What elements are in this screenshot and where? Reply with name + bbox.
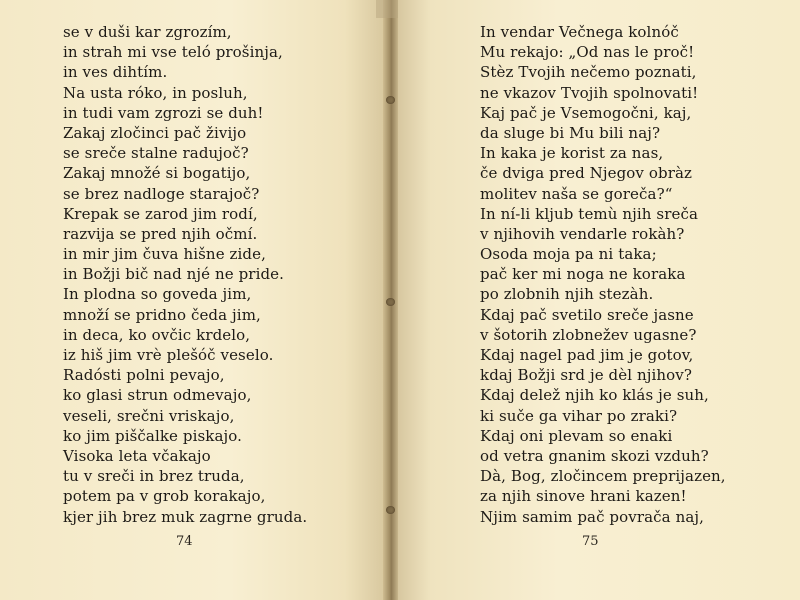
poem-line: Krepak se zarod jim rodí, — [63, 204, 258, 223]
poem-line: Osoda moja pa ni taka; — [480, 245, 657, 264]
poem-line: In kaka je korist za nas, — [480, 144, 664, 163]
left-page-number: 74 — [176, 534, 193, 549]
poem-line: iz hiš jim vrè plešóč veselo. — [63, 346, 274, 364]
poem-line: ko jim piščalke piskajo. — [63, 426, 243, 445]
poem-line: za njih sinove hrani kazen! — [480, 487, 687, 506]
left-poem-text — [63, 22, 307, 527]
poem-line: ki suče ga vihar po zraki? — [480, 406, 678, 425]
poem-line: In ní-li kljub temù njih sreča — [480, 204, 698, 223]
poem-line: in strah mi vse teló prošinja, — [63, 43, 283, 62]
poem-line: Radósti polni pevajo, — [63, 366, 225, 385]
poem-line: Zakaj množé si bogatijo, — [63, 164, 251, 183]
poem-line: ne vkazov Tvojih spolnovati! — [480, 83, 699, 102]
right-page — [398, 0, 800, 600]
right-poem-text — [480, 22, 726, 527]
poem-line: množí se pridno čeda jim, — [63, 305, 261, 324]
poem-line: in ves dihtím. — [63, 63, 168, 82]
poem-line: v šotorih zlobnežev ugasne? — [480, 325, 697, 344]
poem-line: In vendar Večnega kolnóč — [480, 23, 679, 41]
poem-line: veseli, srečni vriskajo, — [63, 406, 235, 425]
binding-stitch — [386, 506, 395, 514]
poem-line: v njihovih vendarle rokàh? — [480, 224, 685, 243]
poem-line: kdaj Božji srd je dèl njihov? — [480, 366, 693, 385]
poem-line: Kdaj oni plevam so enaki — [480, 426, 673, 445]
poem-line: in Božji bič nad njé ne pride. — [63, 265, 285, 284]
poem-line: se v duši kar zgrozím, — [63, 23, 232, 41]
poem-line: in mir jim čuva hišne zide, — [63, 245, 266, 264]
poem-line: in tudi vam zgrozi se duh! — [63, 103, 264, 122]
poem-line: se sreče stalne radujoč? — [63, 144, 249, 163]
poem-line: Stèz Tvojih nečemo poznati, — [480, 63, 697, 82]
poem-line: Kdaj nagel pad jim je gotov, — [480, 346, 694, 364]
poem-line: Njim samim pač povrača naj, — [480, 507, 704, 526]
poem-line: pač ker mi noga ne koraka — [480, 265, 686, 284]
poem-line: Visoka leta včakajo — [63, 446, 211, 465]
poem-line: razvija se pred njih očmí. — [63, 224, 258, 243]
left-page — [0, 0, 383, 600]
poem-line: potem pa v grob korakajo, — [63, 487, 266, 506]
poem-line: ko glasi strun odmevajo, — [63, 386, 252, 405]
poem-line: od vetra gnanim skozi vzduh? — [480, 446, 709, 465]
binding-stitch — [386, 96, 395, 104]
poem-line: da sluge bi Mu bili naj? — [480, 123, 661, 142]
poem-line: Kdaj pač svetilo sreče jasne — [480, 305, 694, 324]
poem-line: In plodna so goveda jim, — [63, 285, 252, 304]
binding-stitch — [386, 298, 395, 306]
poem-line: kjer jih brez muk zagrne gruda. — [63, 507, 308, 526]
poem-line: po zlobnih njih stezàh. — [480, 285, 654, 304]
poem-line: če dviga pred Njegov obràz — [480, 164, 693, 183]
poem-line: se brez nadloge starajoč? — [63, 184, 260, 203]
poem-line: molitev naša se goreča?“ — [480, 184, 673, 203]
poem-line: Na usta róko, in posluh, — [63, 83, 248, 102]
poem-line: Dà, Bog, zločincem preprijazen, — [480, 467, 726, 486]
poem-line: tu v sreči in brez truda, — [63, 467, 245, 486]
right-page-number: 75 — [582, 534, 599, 549]
poem-line: Kdaj delež njih ko klás je suh, — [480, 386, 709, 405]
poem-line: in deca, ko ovčic krdelo, — [63, 325, 251, 344]
poem-line: Mu rekajo: „Od nas le proč! — [480, 43, 695, 62]
poem-line: Zakaj zločinci pač živijo — [63, 123, 247, 142]
poem-line: Kaj pač je Vsemogočni, kaj, — [480, 103, 692, 122]
